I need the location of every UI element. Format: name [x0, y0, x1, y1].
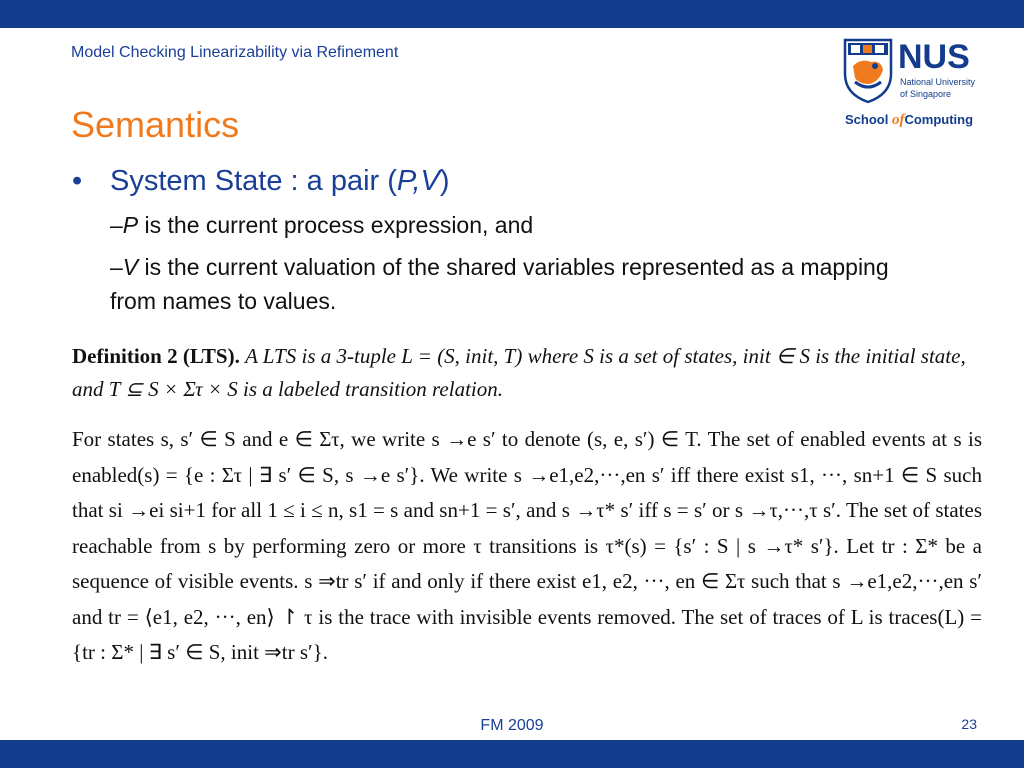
sub-bullet-v: –V is the current valuation of the shared variables represented as a mapping from names to values. — [110, 254, 889, 314]
footer-conference: FM 2009 — [480, 717, 544, 734]
sub-bullet-p: –P is the current process expression, and — [110, 212, 534, 238]
presentation-title: Model Checking Linearizability via Refinement — [71, 44, 399, 61]
bottom-banner — [0, 740, 1024, 768]
bullet-dot: • — [72, 165, 83, 197]
nus-wordmark: NUS — [898, 38, 970, 76]
definition-paragraph-1: Definition 2 (LTS). A LTS is a 3-tuple L = (S, init, T) where S is a set of states, init ∈ S is the initial state, and T ⊆ S × Στ × S is a labeled transition relation. — [72, 344, 966, 401]
slide-heading: Semantics — [71, 104, 240, 145]
definition-block — [72, 340, 982, 671]
page-number: 23 — [961, 716, 977, 732]
nus-logo — [843, 38, 993, 134]
definition-paragraph-2: For states s, s′ ∈ S and e ∈ Στ, we write s →e s′ to denote (s, e, s′) ∈ T. The set of enabled events at s is enabled(s) = {e : Στ | ∃ s′ ∈ S, s →e s′}. We write s →e1,e2,···,en s′ iff there exist s1, ···, sn+1 ∈ S such that si →ei si+1 for all 1 ≤ i ≤ n, s1 = s and sn+1 = s′, and s →τ* s′ iff s = s′ or s →τ,···,τ s′. The set of states reachable from s by performing zero or more τ transitions is τ*(s) = {s′ : S | s →τ* s′}. Let tr : Σ* be a sequence of visible events. s ⇒tr s′ if and only if there exist e1, e2, ···, en ∈ Στ such that s →e1,e2,···,en s′ and tr = ⟨e1, e2, ···, en⟩ ↾ τ is the trace with invisible events removed. The set of traces of L is traces(L) = {tr : Σ* | ∃ s′ ∈ S, init ⇒tr s′}. — [72, 427, 982, 664]
nus-crest-icon — [843, 38, 893, 104]
top-banner — [0, 0, 1024, 28]
bullet-system-state: • System State : a pair (P,V) — [72, 165, 450, 197]
nus-subtitle-line2: of Singapore — [900, 89, 952, 99]
school-of-computing: School ofComputing — [845, 112, 974, 128]
nus-subtitle-line1: National University — [900, 77, 976, 87]
definition-heading: Definition 2 (LTS). — [72, 344, 240, 368]
